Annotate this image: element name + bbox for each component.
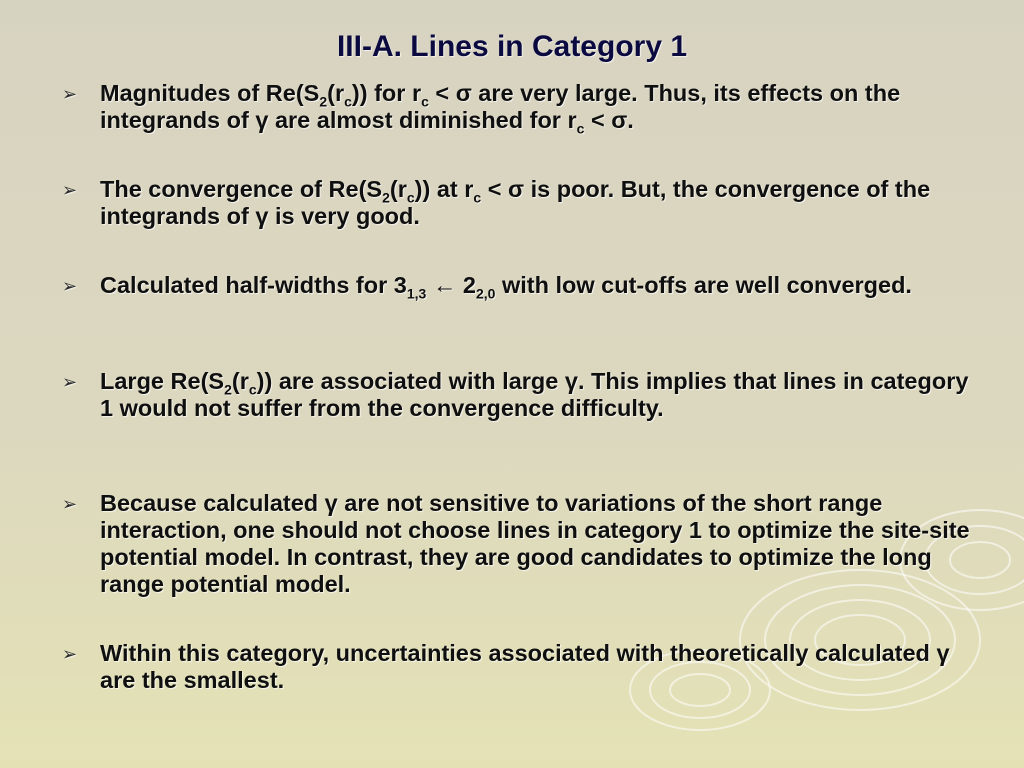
bullet-item (62, 176, 972, 230)
arrow-bullet-icon: ➢ (62, 180, 78, 200)
arrow-bullet-icon: ➢ (62, 84, 78, 104)
arrow-bullet-icon: ➢ (62, 644, 78, 664)
bullet-text: Magnitudes of $Re(S_2(r_c))$ for $r_c < \sigma$ are very large. Thus, its effects on the integrands of γ are almost diminished for $r_c < \sigma$. (100, 80, 901, 137)
bullet-text: Calculated half-widths for $3_{1,3}$ ← $2_{2,0}$ with low cut-offs are well converged. (100, 272, 912, 302)
bullet-text: Within this category, uncertainties associated with theoretically calculated γ are the smallest. (100, 640, 950, 693)
bullet-text: Large $Re(S_2(r_c))$ are associated with large γ. This implies that lines in category 1 would not suffer from the convergence difficulty. (100, 368, 969, 421)
arrow-bullet-icon: ➢ (62, 372, 78, 392)
arrow-bullet-icon: ➢ (62, 276, 78, 296)
arrow-bullet-icon: ➢ (62, 494, 78, 514)
bullet-item (62, 640, 972, 694)
bullet-item (62, 272, 912, 302)
slide-title: III-A. Lines in Category 1 (336, 30, 688, 63)
bullet-item (62, 368, 972, 422)
bullet-text: The convergence of $Re(S_2(r_c))$ at $r_c < \sigma$ is poor. But, the convergence of the integrands of γ is very good. (100, 176, 931, 229)
bullet-text: Because calculated γ are not sensitive to variations of the short range interaction, one should not choose lines in category 1 to optimize the site-site potential model. In contrast, they are good candidates to optimize the long range potential model. (100, 490, 970, 597)
bullet-item (62, 490, 972, 598)
bullet-item (62, 80, 972, 137)
